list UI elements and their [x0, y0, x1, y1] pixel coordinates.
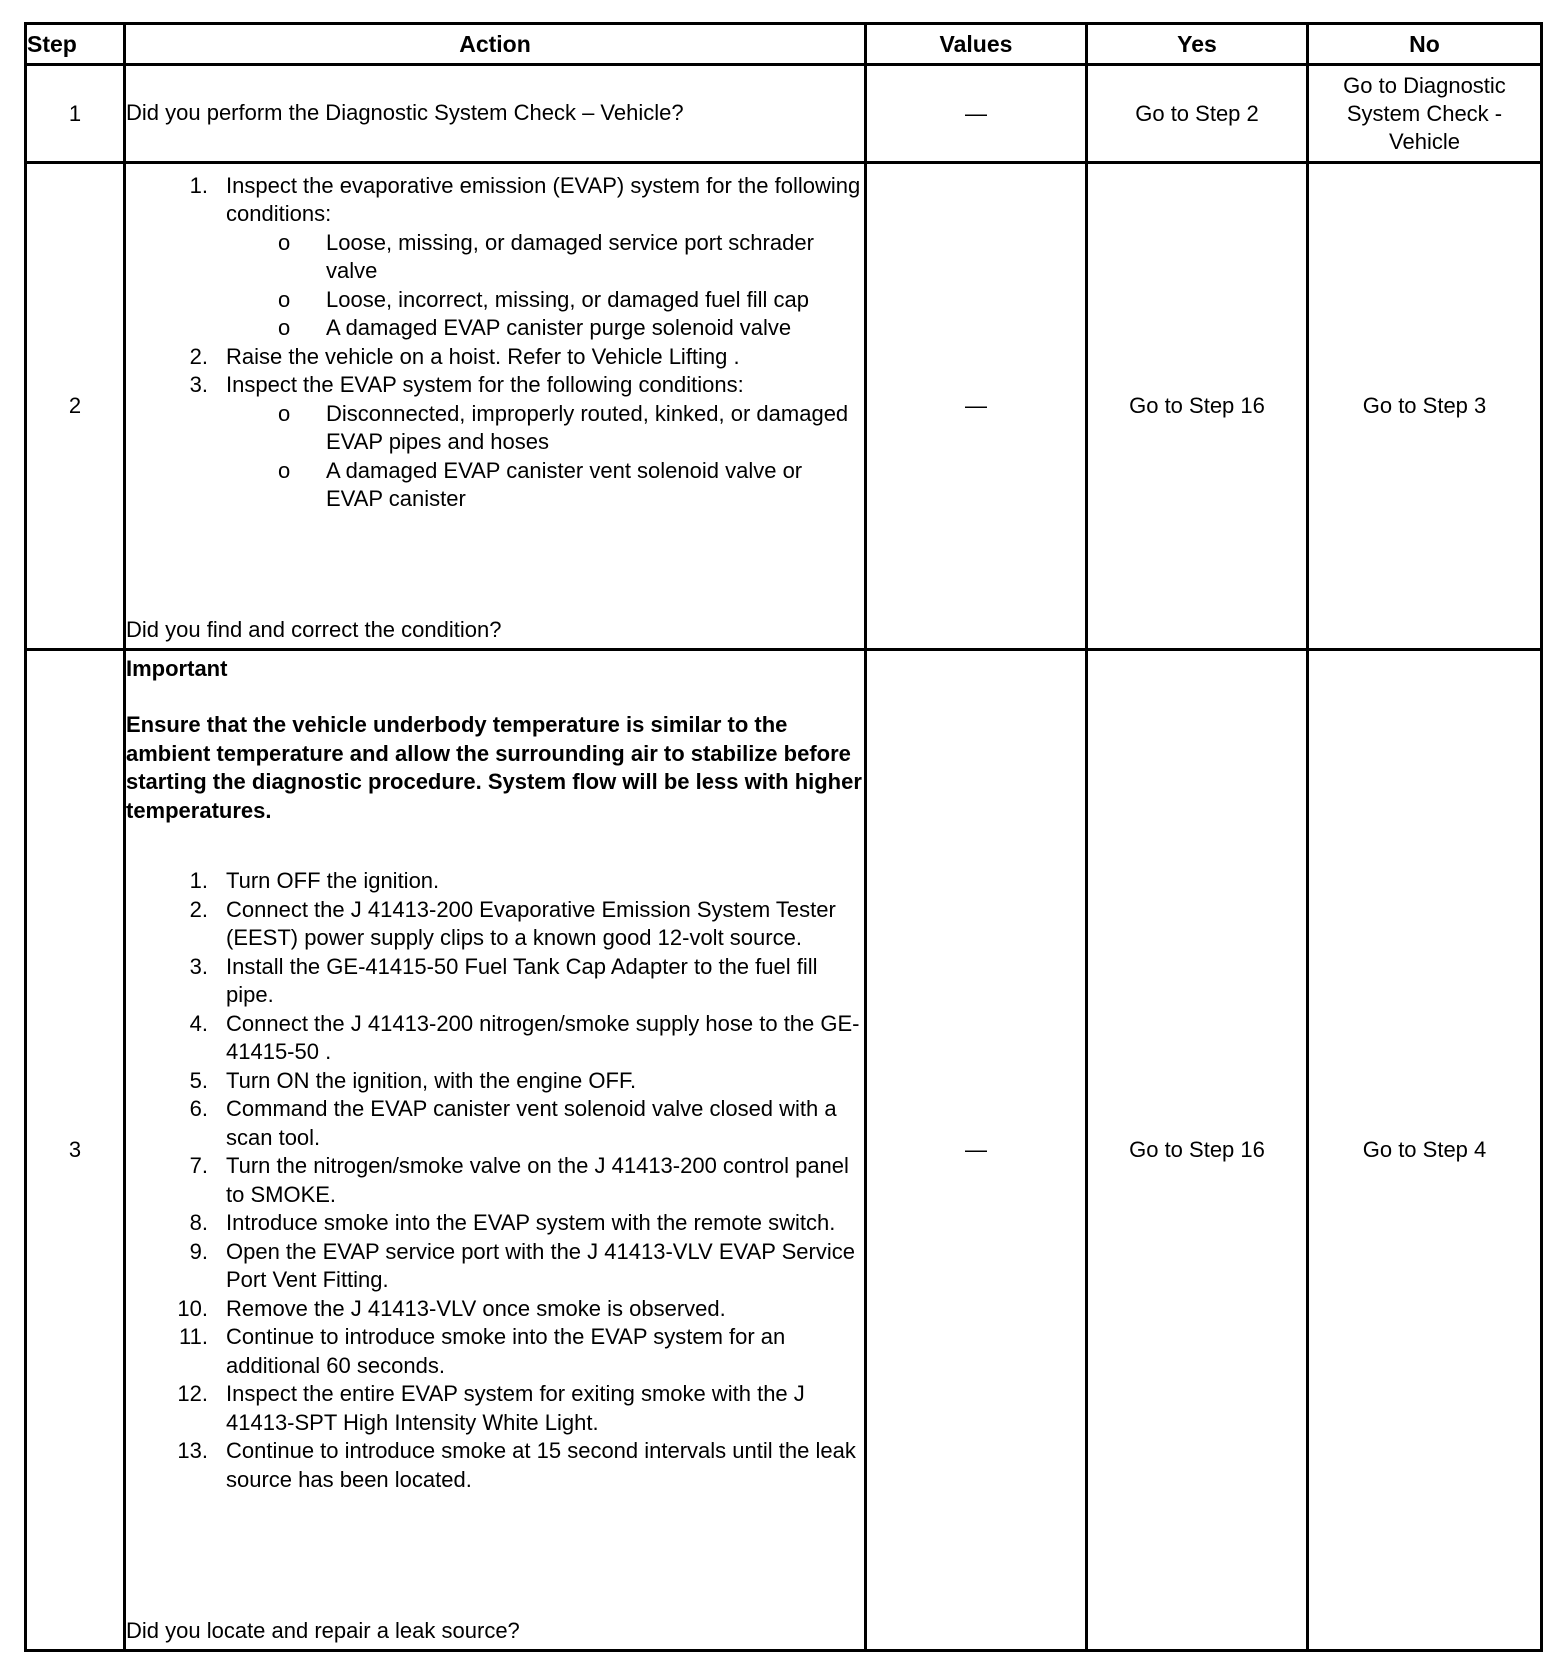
list-item-text: Remove the J 41413-VLV once smoke is observed. [226, 1295, 726, 1321]
list-item-text: Introduce smoke into the EVAP system with the remote switch. [226, 1210, 836, 1235]
bullet-icon: o [278, 229, 291, 255]
no-cell: Go to Step 4 [1308, 650, 1542, 1651]
list-item-number: 3. [189, 953, 208, 979]
table-row-step-1 [26, 65, 1542, 163]
list-item [126, 1209, 864, 1238]
action-question: Did you find and correct the condition? [126, 617, 502, 642]
header-values: Values [866, 24, 1087, 65]
list-item [126, 1437, 864, 1494]
list-item-number: 11. [179, 1324, 208, 1349]
values-cell: — [866, 65, 1087, 163]
table-row-step-3 [26, 650, 1542, 1651]
list-item-number: 4. [189, 1010, 208, 1036]
list-item [126, 1095, 864, 1152]
action-question: Did you perform the Diagnostic System Check – Vehicle? [126, 100, 684, 126]
list-item [126, 1295, 864, 1324]
bullet-icon: o [278, 315, 291, 340]
list-item-text: Connect the J 41413-200 nitrogen/smoke supply hose to the GE-41415-50 . [226, 1010, 860, 1064]
list-item-text: A damaged EVAP canister vent solenoid valve or EVAP canister [326, 457, 803, 511]
list-item-text: Command the EVAP canister vent solenoid valve closed with a scan tool. [226, 1096, 837, 1150]
list-item-number: 7. [189, 1153, 208, 1178]
header-step: Step [26, 24, 125, 65]
list-item-text: Loose, incorrect, missing, or damaged fuel fill cap [326, 286, 810, 312]
yes-cell: Go to Step 2 [1087, 65, 1308, 163]
list-item-number: 6. [189, 1096, 208, 1121]
header-row [26, 24, 1542, 65]
list-item [126, 371, 864, 400]
list-item [126, 1323, 864, 1380]
action-cell [125, 65, 866, 163]
list-item-text: Inspect the evaporative emission (EVAP) system for the following conditions: [226, 172, 861, 226]
header-action: Action [125, 24, 866, 65]
list-item [126, 896, 864, 953]
no-cell: Go to Diagnostic System Check - Vehicle [1308, 65, 1542, 163]
list-item-text: Inspect the entire EVAP system for exiting smoke with the J 41413-SPT High Intensity White Light. [226, 1381, 805, 1435]
table-row-step-2 [26, 163, 1542, 650]
procedure-list [126, 343, 864, 400]
bullet-icon: o [278, 400, 291, 426]
list-item [126, 1380, 864, 1437]
list-item-number: 1. [189, 172, 208, 198]
action-question: Did you locate and repair a leak source? [126, 1618, 520, 1643]
list-item-text: Connect the J 41413-200 Evaporative Emission System Tester (EEST) power supply clips to a known good 12-volt source. [226, 896, 836, 950]
list-item [126, 1238, 864, 1295]
list-item [126, 314, 864, 343]
list-item [126, 1152, 864, 1209]
procedure-list [126, 867, 864, 1494]
procedure-list [126, 172, 864, 229]
list-item [126, 343, 864, 372]
action-cell [125, 163, 866, 650]
list-item [126, 953, 864, 1010]
bullet-icon: o [278, 457, 291, 483]
condition-list [126, 229, 864, 343]
step-number: 3 [26, 650, 125, 1651]
list-item-number: 12. [177, 1381, 208, 1406]
list-item [126, 867, 864, 896]
bullet-icon: o [278, 286, 291, 312]
list-item-text: A damaged EVAP canister purge solenoid valve [326, 315, 792, 340]
condition-list [126, 400, 864, 514]
list-item-text: Install the GE-41415-50 Fuel Tank Cap Adapter to the fuel fill pipe. [226, 953, 818, 1007]
list-item-number: 8. [189, 1210, 208, 1235]
list-item-number: 3. [189, 372, 208, 397]
list-item-text: Turn the nitrogen/smoke valve on the J 41413-200 control panel to SMOKE. [226, 1153, 849, 1207]
list-item-number: 2. [189, 896, 208, 922]
list-item [126, 172, 864, 229]
list-item-text: Inspect the EVAP system for the following conditions: [226, 372, 744, 397]
list-item-number: 9. [189, 1238, 208, 1264]
list-item [126, 1067, 864, 1096]
header-yes: Yes [1087, 24, 1308, 65]
step-number: 1 [26, 65, 125, 163]
list-item-number: 5. [189, 1067, 208, 1093]
list-item-number: 13. [177, 1438, 208, 1463]
yes-cell: Go to Step 16 [1087, 650, 1308, 1651]
important-note: Ensure that the vehicle underbody temperature is similar to the ambient temperature and allow the surrounding air to stabilize before starting the diagnostic procedure. System flow will be less with higher temperatures. [126, 712, 862, 823]
list-item-number: 2. [189, 343, 208, 369]
list-item [126, 457, 864, 514]
step-number: 2 [26, 163, 125, 650]
list-item [126, 400, 864, 457]
list-item-text: Loose, missing, or damaged service port schrader valve [326, 229, 814, 283]
header-no: No [1308, 24, 1542, 65]
list-item-number: 10. [177, 1295, 208, 1321]
list-item [126, 286, 864, 315]
list-item-text: Continue to introduce smoke into the EVAP system for an additional 60 seconds. [226, 1324, 786, 1378]
list-item [126, 229, 864, 286]
list-item [126, 1010, 864, 1067]
list-item-number: 1. [189, 868, 208, 893]
list-item-text: Continue to introduce smoke at 15 second intervals until the leak source has been located. [226, 1438, 856, 1492]
values-cell: — [866, 163, 1087, 650]
list-item-text: Disconnected, improperly routed, kinked, or damaged EVAP pipes and hoses [326, 400, 849, 454]
action-cell [125, 650, 866, 1651]
list-item-text: Raise the vehicle on a hoist. Refer to Vehicle Lifting . [226, 343, 740, 369]
values-cell: — [866, 650, 1087, 1651]
list-item-text: Turn OFF the ignition. [226, 868, 440, 893]
list-item-text: Open the EVAP service port with the J 41413-VLV EVAP Service Port Vent Fitting. [226, 1238, 855, 1292]
diagnostic-table [24, 22, 1543, 1652]
list-item-text: Turn ON the ignition, with the engine OFF. [226, 1067, 637, 1093]
important-heading: Important [126, 655, 228, 681]
yes-cell: Go to Step 16 [1087, 163, 1308, 650]
no-cell: Go to Step 3 [1308, 163, 1542, 650]
